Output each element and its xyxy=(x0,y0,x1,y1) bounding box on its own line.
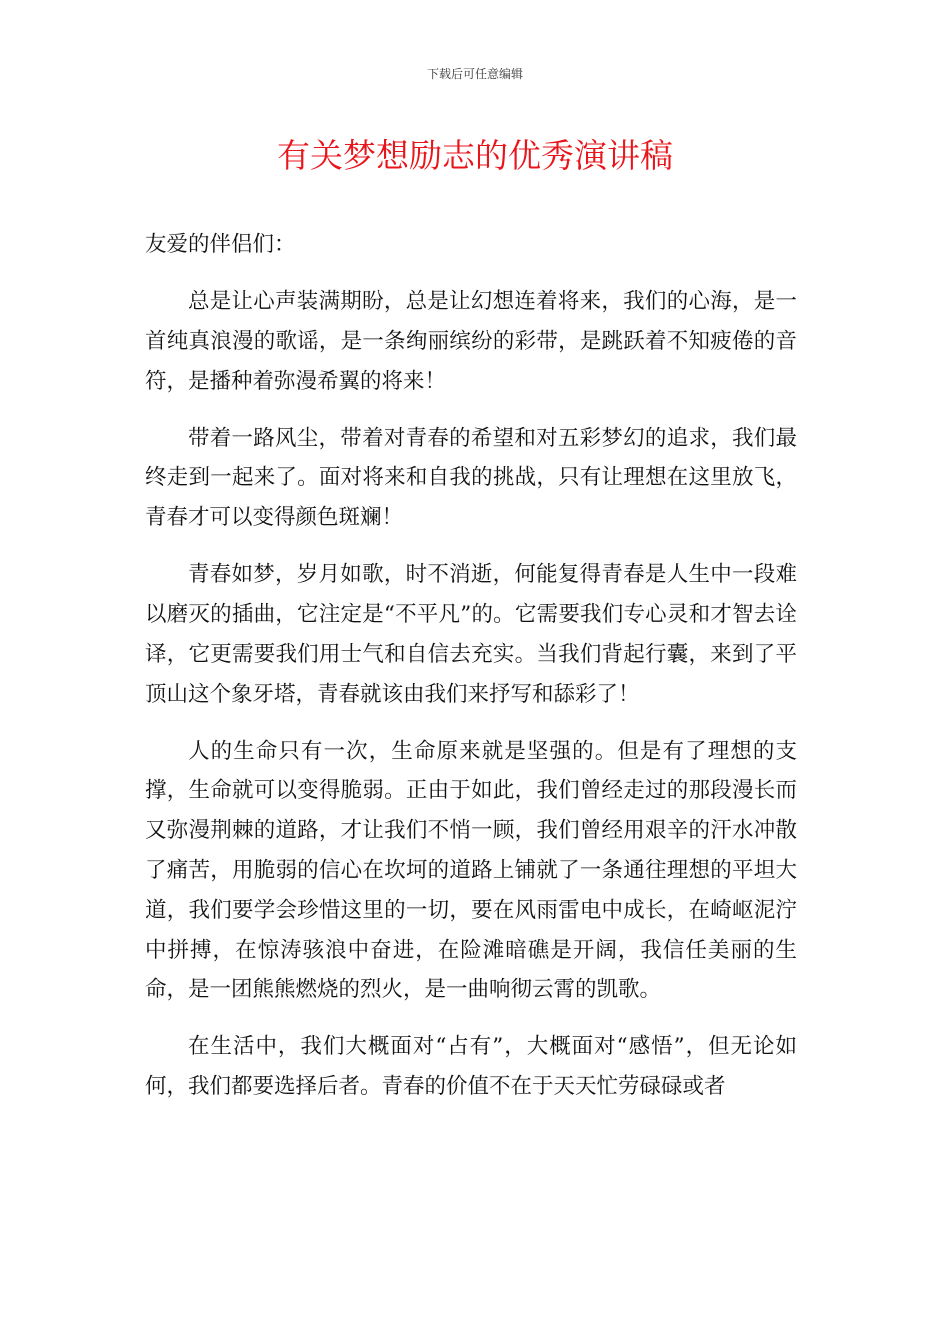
document-title: 有关梦想励志的优秀演讲稿 xyxy=(277,136,673,175)
paragraph-3: 青春如梦，岁月如歌，时不消逝，何能复得青春是人生中一段难以磨灭的插曲，它注定是“不平凡”的。它需要我们专心灵和才智去诠译，它更需要我们用士气和自信去充实。当我们背起行囊，来到了平顶山这个象牙塔，青春就该由我们来抒写和舔彩了！ xyxy=(145,562,797,707)
paragraph-5: 在生活中，我们大概面对“占有”，大概面对“感悟”，但无论如何，我们都要选择后者。青春的价值不在于天天忙劳碌碌或者 xyxy=(145,1034,797,1100)
header-note: 下载后可任意编辑 xyxy=(426,67,523,81)
paragraph-1: 总是让心声装满期盼，总是让幻想连着将来，我们的心海，是一首纯真浪漫的歌谣，是一条绚丽缤纷的彩带，是跳跃着不知疲倦的音符，是播种着弥漫希翼的将来！ xyxy=(145,288,797,394)
document-body xyxy=(145,225,797,1107)
salutation: 友爱的伴侣们： xyxy=(145,232,296,257)
paragraph-4: 人的生命只有一次，生命原来就是坚强的。但是有了理想的支撑，生命就可以变得脆弱。正由于如此，我们曾经走过的那段漫长而又弥漫荆棘的道路，才让我们不悄一顾，我们曾经用艰辛的汗水冲散了痛苦，用脆弱的信心在坎坷的道路上铺就了一条通往理想的平坦大道，我们要学会珍惜这里的一切，要在风雨雷电中成长，在崎岖泥泞中拼搏，在惊涛骇浪中奋进，在险滩暗礁是开阔，我信任美丽的生命，是一团熊熊燃烧的烈火，是一曲响彻云霄的凯歌。 xyxy=(145,738,797,1003)
paragraph-2: 带着一路风尘，带着对青春的希望和对五彩梦幻的追求，我们最终走到一起来了。面对将来和自我的挑战，只有让理想在这里放飞，青春才可以变得颜色斑斓！ xyxy=(145,425,797,531)
